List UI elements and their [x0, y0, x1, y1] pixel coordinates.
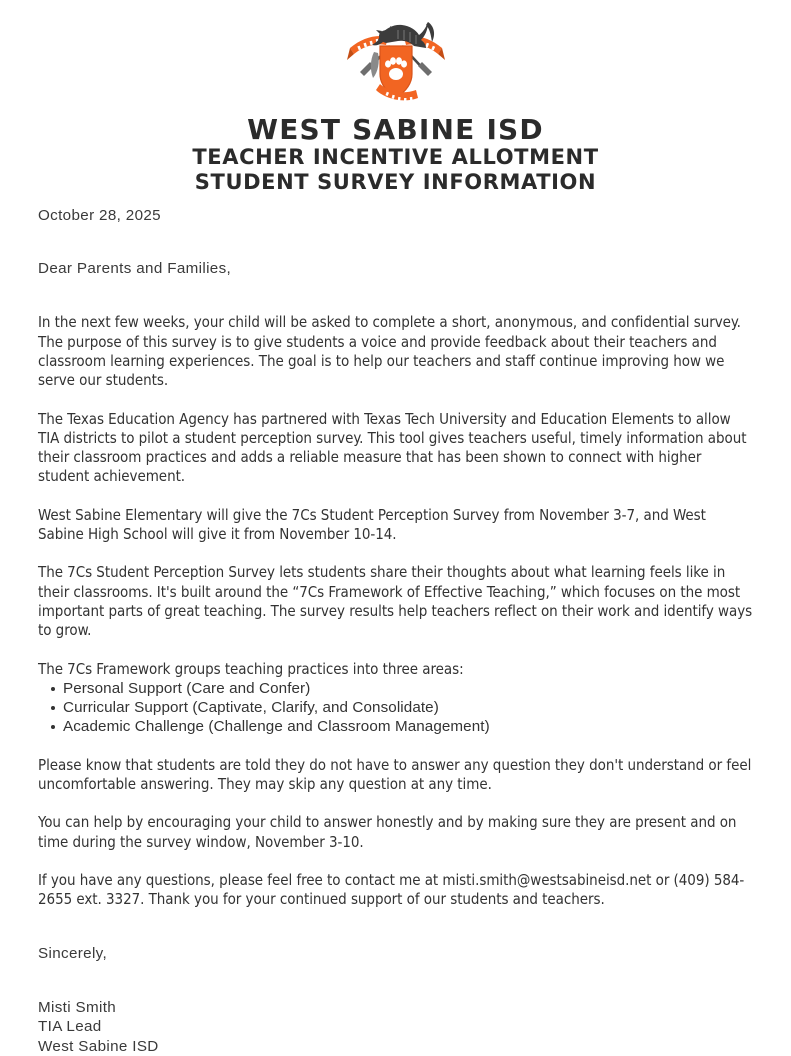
west-sabine-isd-crest-logo [340, 12, 452, 112]
list-item [38, 679, 754, 698]
closing: Sincerely, [38, 944, 108, 962]
framework-list [38, 679, 754, 737]
paragraph-student-rights: Please know that students are told they do not have to answer any question they don't understand or feel uncomfortable answering. They may skip any question at any time. [38, 755, 752, 794]
list-item [38, 698, 754, 717]
letterhead [0, 0, 791, 194]
paragraph-purpose: In the next few weeks, your child will be asked to complete a short, anonymous, and confidential survey. The purpose of this survey is to give students a voice and provide feedback about their teachers and classroom learning experiences. The goal is to help our teachers and staff continue improving how we serve our students. [38, 313, 741, 390]
spacer [38, 641, 754, 660]
spacer [38, 794, 754, 813]
title-block [0, 114, 791, 194]
district-name: WEST SABINE ISD [247, 113, 544, 146]
spacer [38, 737, 754, 756]
spacer [38, 487, 754, 506]
signature-name: Misti Smith [38, 998, 117, 1016]
framework-intro: The 7Cs Framework groups teaching practices into three areas: [38, 659, 464, 678]
paragraph-contact: If you have any questions, please feel free to contact me at misti.smith@westsabineisd.net or (409) 584-2655 ext. 3327. Thank you for your continued support of our students and teachers. [38, 870, 745, 909]
framework-item-label: Curricular Support (Captivate, Clarify, and Consolidate) [63, 699, 439, 717]
framework-item-label: Academic Challenge (Challenge and Classroom Management) [63, 718, 490, 736]
paragraph-7cs-description: The 7Cs Student Perception Survey lets students share their thoughts about what learning feels like in their classrooms. It's built around the “7Cs Framework of Effective Teaching,” which focuses on the most important parts of great teaching. The survey results help teachers reflect on their work and identify ways to grow. [38, 563, 753, 640]
signature-organization: West Sabine ISD [38, 1037, 159, 1055]
spacer [38, 225, 754, 244]
program-subtitle-line-2: STUDENT SURVEY INFORMATION [194, 169, 597, 194]
letter-date: October 28, 2025 [38, 207, 161, 224]
paragraph-survey-dates: West Sabine Elementary will give the 7Cs Student Perception Survey from November 3-7, and West Sabine High School will give it from November 10-14. [38, 505, 706, 544]
spacer [38, 293, 754, 313]
paragraph-tea-partnership: The Texas Education Agency has partnered with Texas Tech University and Education Elements to allow TIA districts to pilot a student perception survey. This tool gives teachers useful, timely information about their classroom practices and adds a reliable measure that has been shown to connect with higher student achievement. [38, 409, 747, 486]
list-item [38, 717, 754, 736]
paragraph-parent-help: You can help by encouraging your child to answer honestly and by making sure they are present and on time during the survey window, November 3-10. [38, 813, 737, 851]
framework-item-label: Personal Support (Care and Confer) [63, 679, 311, 697]
spacer [38, 544, 754, 563]
spacer [38, 978, 754, 998]
program-subtitle-line-1: TEACHER INCENTIVE ALLOTMENT [192, 145, 599, 170]
spacer [38, 391, 754, 410]
spacer [38, 910, 754, 929]
spacer [38, 852, 754, 871]
salutation: Dear Parents and Families, [38, 260, 232, 278]
signature-title: TIA Lead [38, 1018, 102, 1036]
letter-body [38, 206, 754, 1056]
